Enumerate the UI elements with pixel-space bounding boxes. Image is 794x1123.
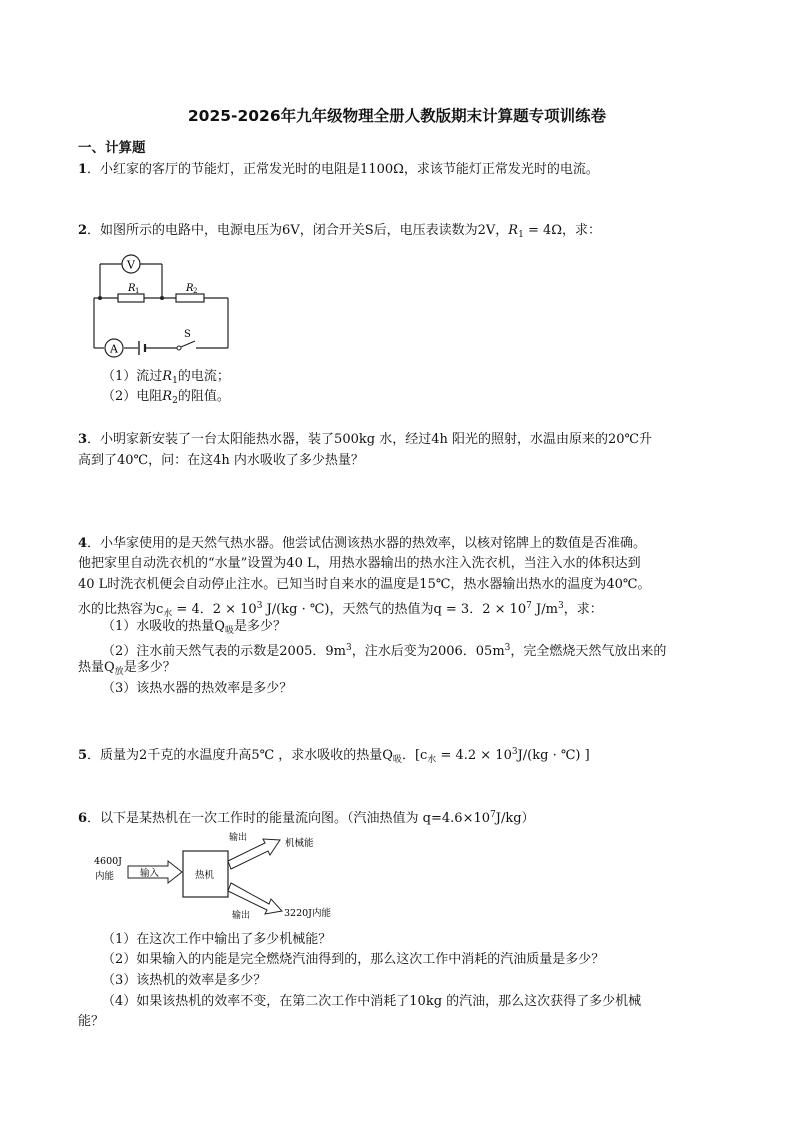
svg-text:输出: 输出 — [229, 833, 248, 843]
question-4-part-3: （3）该热水器的热效率是多少？ — [102, 681, 293, 696]
ammeter-icon — [105, 339, 123, 357]
r1-subscript: 1 — [518, 230, 524, 240]
question-3: 3．小明家新安装了一台太阳能热水器，装了500kg 水，经过4h 阳光的照射，水温由原来的20℃升 — [78, 432, 653, 447]
question-6-part-3: （3）该热机的效率是多少？ — [102, 973, 267, 988]
page-title: 2025-2026年九年级物理全册人教版期末计算题专项训练卷 — [187, 107, 607, 125]
mechanical-output-arrow — [228, 831, 314, 869]
question-2-part-1: （1）流过$R_1$的电流； — [102, 369, 230, 386]
svg-text:A: A — [110, 342, 118, 356]
resistor-r2 — [176, 283, 204, 302]
question-4-line-2: 他把家里自动洗衣机的“水量”设置为40 L，用热水器输出的热水注入洗衣机，当注入水的体积达到 — [78, 556, 641, 571]
svg-text:输出: 输出 — [232, 911, 251, 921]
question-4-line-4: 水的比热容为$c_水 = 4$．$2 \times 10^3$ J/(kg · ℃)，天然气的热值为q = 3．$2 \times 10^7$ $J/m^3$，求： — [78, 601, 603, 619]
input-arrow — [128, 861, 182, 883]
question-2 — [78, 222, 601, 244]
question-text: ．如图所示的电路中，电源电压为6V，闭合开关S后，电压表读数为2V， — [87, 223, 509, 238]
question-number: 1 — [78, 162, 88, 177]
svg-text:2: 2 — [193, 287, 198, 295]
svg-text:R: R — [128, 283, 136, 294]
question-4-part-2-line-2: 热量$Q_放$是多少？ — [78, 660, 176, 677]
question-5: 5．质量为2千克的水温度升高5℃ ，求水吸收的热量$Q_吸$．[$c_水 = 4.2 \times 10^3J/(kg$ · ℃) ] — [78, 747, 590, 765]
mechanical-energy-label: 机械能 — [285, 838, 314, 849]
heat-loss-arrow — [228, 883, 331, 921]
switch-contact — [177, 346, 181, 350]
junction-dot — [160, 296, 164, 300]
question-4-part-1: （1）水吸收的热量$Q_吸$是多少？ — [102, 619, 286, 636]
voltmeter-icon — [122, 255, 140, 273]
question-6-part-4-line-2: 能？ — [78, 1014, 105, 1029]
question-6-part-1: （1）在这次工作中输出了多少机械能？ — [102, 932, 332, 947]
svg-text:V: V — [127, 258, 135, 272]
question-4: 4．小华家使用的是天然气热水器。他尝试估测该热水器的热效率，以核对铭牌上的数值是否准确。 — [78, 536, 647, 551]
svg-text:热机: 热机 — [195, 870, 215, 881]
input-energy-type: 内能 — [95, 871, 115, 882]
question-text: ．小红家的客厅的节能灯，正常发光时的电阻是1100Ω，求该节能灯正常发光时的电流。 — [87, 162, 599, 177]
question-number: 6 — [78, 811, 88, 826]
question-number: 5 — [78, 748, 88, 763]
question-4-line-3: 40 L时洗衣机便会自动停止注水。已知当时自来水的温度是15℃，热水器输出热水的温度为40℃。 — [78, 577, 651, 592]
heat-engine-box — [183, 851, 228, 897]
question-1 — [78, 161, 599, 179]
switch-label: S — [184, 329, 191, 340]
question-6-part-2: （2）如果输入的内能是完全燃烧汽油得到的，那么这次工作中消耗的汽油质量是多少？ — [102, 952, 605, 967]
resistor-r1 — [118, 283, 144, 302]
energy-flow-diagram — [88, 828, 358, 924]
section-heading: 一、计算题 — [78, 140, 146, 156]
question-3-line-2: 高到了40℃，问：在这4h 内水吸收了多少热量？ — [78, 453, 364, 468]
question-number: 4 — [78, 536, 88, 551]
waste-heat-label: 3220J内能 — [284, 908, 331, 919]
svg-text:R: R — [186, 283, 194, 294]
circuit-diagram — [92, 248, 234, 360]
question-number: 2 — [78, 223, 88, 238]
junction-dot — [98, 296, 102, 300]
question-number: 3 — [78, 432, 88, 447]
r1-value: = 4Ω，求： — [523, 223, 602, 238]
svg-text:输入: 输入 — [140, 868, 160, 879]
question-4-part-2: （2）注水前天然气表的示数是2005．$9m^3$，注水后变为2006．$05m^3$，完全燃烧天然气放出来的 — [102, 643, 667, 659]
svg-text:1: 1 — [135, 287, 140, 295]
question-2-part-2: （2）电阻$R_2$的阻值。 — [102, 389, 230, 406]
question-6: 6．以下是某热机在一次工作时的能量流向图。（汽油热值为 $q=4.6\times 10^7J/kg$） — [78, 810, 535, 826]
question-6-part-4: （4）如果该热机的效率不变，在第二次工作中消耗了10kg 的汽油，那么这次获得了多少机械 — [102, 994, 642, 1009]
input-energy-value: 4600J — [94, 856, 122, 867]
r1-symbol: R — [508, 223, 519, 238]
